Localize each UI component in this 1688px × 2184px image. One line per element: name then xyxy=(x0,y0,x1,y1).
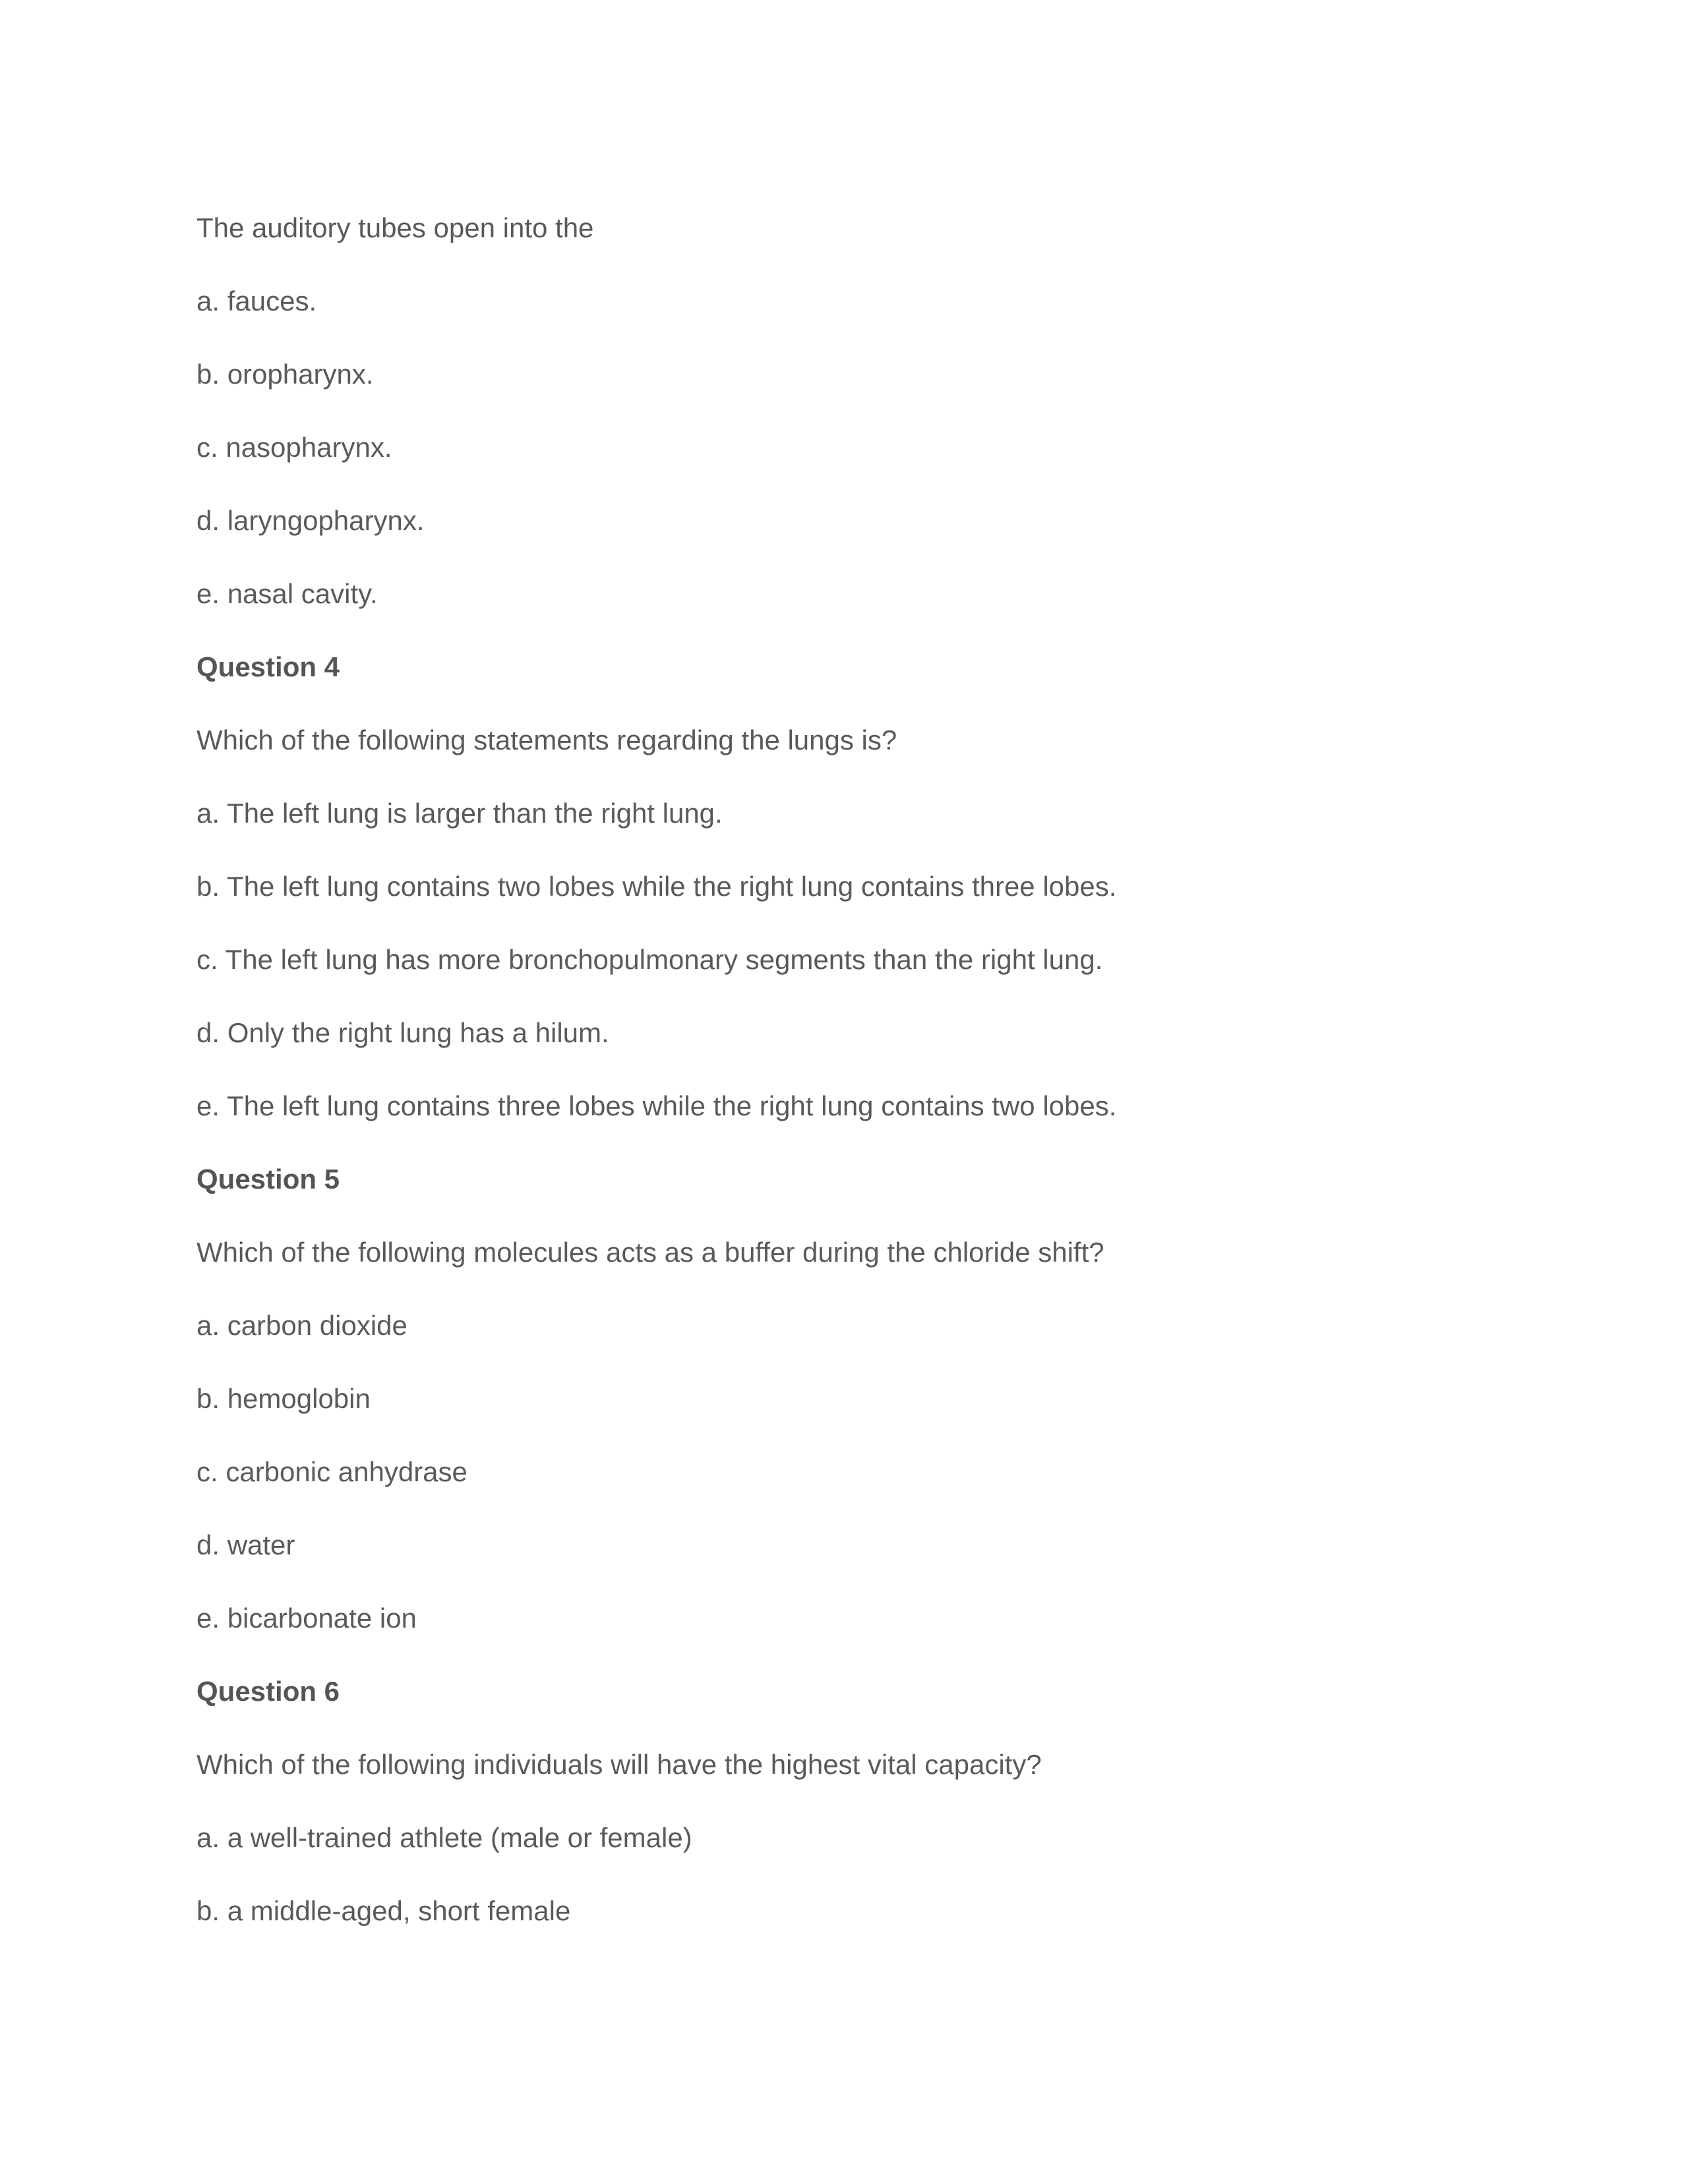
question-6-stem: Which of the following individuals will have the highest vital capacity? xyxy=(196,1749,1042,1780)
question-5-heading: Question 5 xyxy=(196,1164,340,1195)
question-5-stem: Which of the following molecules acts as a buffer during the chloride shift? xyxy=(196,1237,1104,1268)
question-4-stem: Which of the following statements regarding the lungs is? xyxy=(196,724,897,755)
question-4-option-a: a. The left lung is larger than the right lung. xyxy=(196,798,723,829)
question-3-option-a: a. fauces. xyxy=(196,285,317,316)
question-4-option-c: c. The left lung has more bronchopulmonary segments than the right lung. xyxy=(196,944,1103,975)
question-3-stem: The auditory tubes open into the xyxy=(196,212,594,243)
question-6-heading: Question 6 xyxy=(196,1676,340,1707)
question-3-option-e: e. nasal cavity. xyxy=(196,578,378,609)
question-5-option-d: d. water xyxy=(196,1529,295,1560)
question-5-option-c: c. carbonic anhydrase xyxy=(196,1456,467,1487)
question-5-option-e: e. bicarbonate ion xyxy=(196,1603,417,1634)
question-4-option-e: e. The left lung contains three lobes while the right lung contains two lobes. xyxy=(196,1090,1117,1121)
question-5-option-a: a. carbon dioxide xyxy=(196,1310,407,1341)
question-4-heading: Question 4 xyxy=(196,651,340,682)
question-4-option-b: b. The left lung contains two lobes while the right lung contains three lobes. xyxy=(196,871,1117,902)
question-3-option-d: d. laryngopharynx. xyxy=(196,505,425,536)
question-3-option-b: b. oropharynx. xyxy=(196,359,374,390)
question-3-option-c: c. nasopharynx. xyxy=(196,432,392,463)
question-6-option-b: b. a middle-aged, short female xyxy=(196,1895,571,1926)
question-5-option-b: b. hemoglobin xyxy=(196,1383,371,1414)
document-content xyxy=(196,212,1515,1968)
question-4-option-d: d. Only the right lung has a hilum. xyxy=(196,1017,609,1048)
question-6-option-a: a. a well-trained athlete (male or female) xyxy=(196,1822,692,1853)
